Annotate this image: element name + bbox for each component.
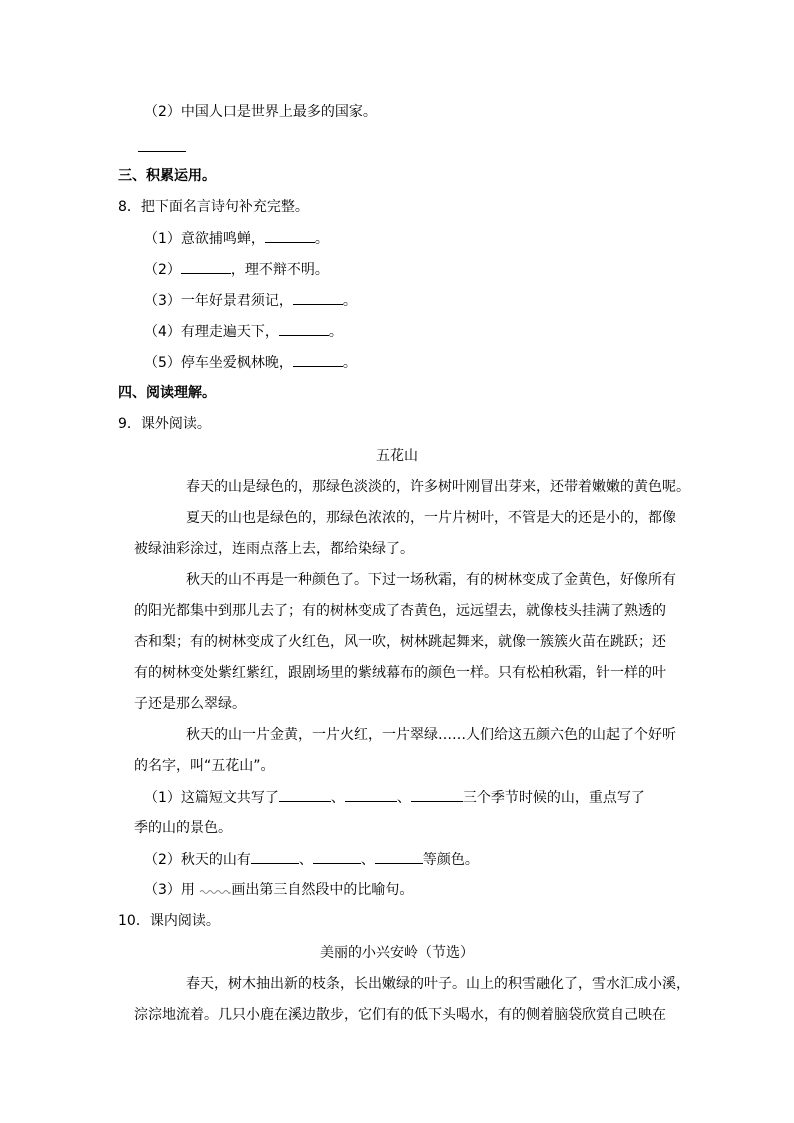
separator: 、 [396, 790, 411, 806]
passage-paragraph-1: 春天的山是绿色的，那绿色淡淡的，许多树叶刚冒出芽来，还带着嫩嫩的黄色呢。 [186, 479, 690, 495]
answer-blank[interactable] [293, 352, 343, 367]
question-8-item-2 [144, 259, 329, 280]
item-text: （5）停车坐爱枫林晚， [144, 355, 293, 371]
item-tail: 。 [342, 355, 357, 371]
question-8-item-3 [144, 290, 357, 311]
answer-blank[interactable] [411, 787, 463, 802]
question-8-item-4 [144, 321, 343, 342]
passage-paragraph-3-line-1: 秋天的山不再是一种颜色了。下过一场秋霜，有的树林变成了金黄色，好像所有 [186, 572, 676, 588]
item-tail: 。 [342, 293, 357, 309]
sub-text: 三个季节时候的山，重点写了 [462, 790, 645, 806]
question-8-item-1 [144, 228, 329, 249]
question-9-sub-1-cont: 季的山的景色。 [134, 820, 232, 836]
item-tail: 。 [314, 231, 329, 247]
item-text: （1）意欲捕鸣蝉， [144, 231, 265, 247]
question-7-item-2: （2）中国人口是世界上最多的国家。 [144, 104, 377, 120]
passage-paragraph-3-line-5: 子还是那么翠绿。 [134, 696, 246, 712]
item-text: （2） [144, 262, 181, 278]
answer-blank[interactable] [345, 787, 397, 802]
passage-paragraph-3-line-2: 的阳光都集中到那儿去了；有的树林变成了杏黄色，远远望去，就像枝头挂满了熟透的 [134, 603, 666, 619]
section-3-heading: 三、积累运用。 [118, 168, 216, 184]
answer-blank[interactable] [313, 849, 361, 864]
sub-text: （2）秋天的山有 [144, 852, 251, 868]
wavy-underline-icon [199, 880, 231, 894]
sub-text: 等颜色。 [422, 852, 479, 868]
question-10-stem: 10．课内阅读。 [118, 913, 220, 929]
passage-paragraph-3-line-4: 有的树林变处紫红紫红，跟剧场里的紫绒幕布的颜色一样。只有松柏秋霜，针一样的叶 [134, 665, 666, 681]
question-9-sub-1 [144, 787, 645, 808]
separator: 、 [360, 852, 375, 868]
question-7-item-2-answer-blank[interactable] [138, 137, 186, 158]
separator: 、 [298, 852, 313, 868]
passage-paragraph-4-line-2: 的名字，叫“五花山”。 [134, 758, 275, 774]
passage-paragraph-4-line-1: 秋天的山一片金黄，一片火红，一片翠绿……人们给这五颜六色的山起了个好听 [186, 727, 676, 743]
separator: 、 [330, 790, 345, 806]
item-tail: ，理不辩不明。 [230, 262, 329, 278]
passage-10-paragraph-1-line-2: 淙淙地流着。几只小鹿在溪边散步，它们有的低下头喝水，有的侧着脑袋欣赏自己映在 [134, 1007, 666, 1023]
sub-text: （1）这篇短文共写了 [144, 790, 279, 806]
passage-paragraph-2-line-1: 夏天的山也是绿色的，那绿色浓浓的，一片片树叶，不管是大的还是小的，都像 [186, 510, 676, 526]
item-tail: 。 [328, 324, 343, 340]
answer-blank[interactable] [293, 290, 343, 305]
question-9-sub-2 [144, 849, 479, 870]
question-8-stem: 8．把下面名言诗句补充完整。 [118, 199, 309, 215]
section-4-heading: 四、阅读理解。 [118, 385, 216, 401]
answer-blank[interactable] [181, 259, 231, 274]
answer-blank[interactable] [279, 321, 329, 336]
answer-blank[interactable] [265, 228, 315, 243]
answer-blank[interactable] [375, 849, 423, 864]
question-8-item-5 [144, 352, 357, 373]
answer-blank[interactable] [279, 787, 331, 802]
question-9-sub-3 [144, 880, 413, 900]
item-text: （3）一年好景君须记， [144, 293, 293, 309]
passage-paragraph-2-line-2: 被绿油彩涂过，连雨点落上去，都给染绿了。 [134, 541, 414, 557]
item-text: （4）有理走遍天下， [144, 324, 279, 340]
question-9-stem: 9．课外阅读。 [118, 416, 211, 432]
sub-text: （3）用 [144, 882, 195, 898]
passage-10-paragraph-1-line-1: 春天，树木抽出新的枝条，长出嫩绿的叶子。山上的积雪融化了，雪水汇成小溪， [186, 976, 690, 992]
passage-title-xiaoxinganling: 美丽的小兴安岭（节选） [320, 945, 474, 961]
sub-text: 画出第三自然段中的比喻句。 [231, 882, 414, 898]
passage-paragraph-3-line-3: 杏和梨；有的树林变成了火红色，风一吹，树林跳起舞来，就像一簇簇火苗在跳跃；还 [134, 634, 666, 650]
answer-blank[interactable] [251, 849, 299, 864]
passage-title-wuhuashan: 五花山 [376, 448, 418, 464]
